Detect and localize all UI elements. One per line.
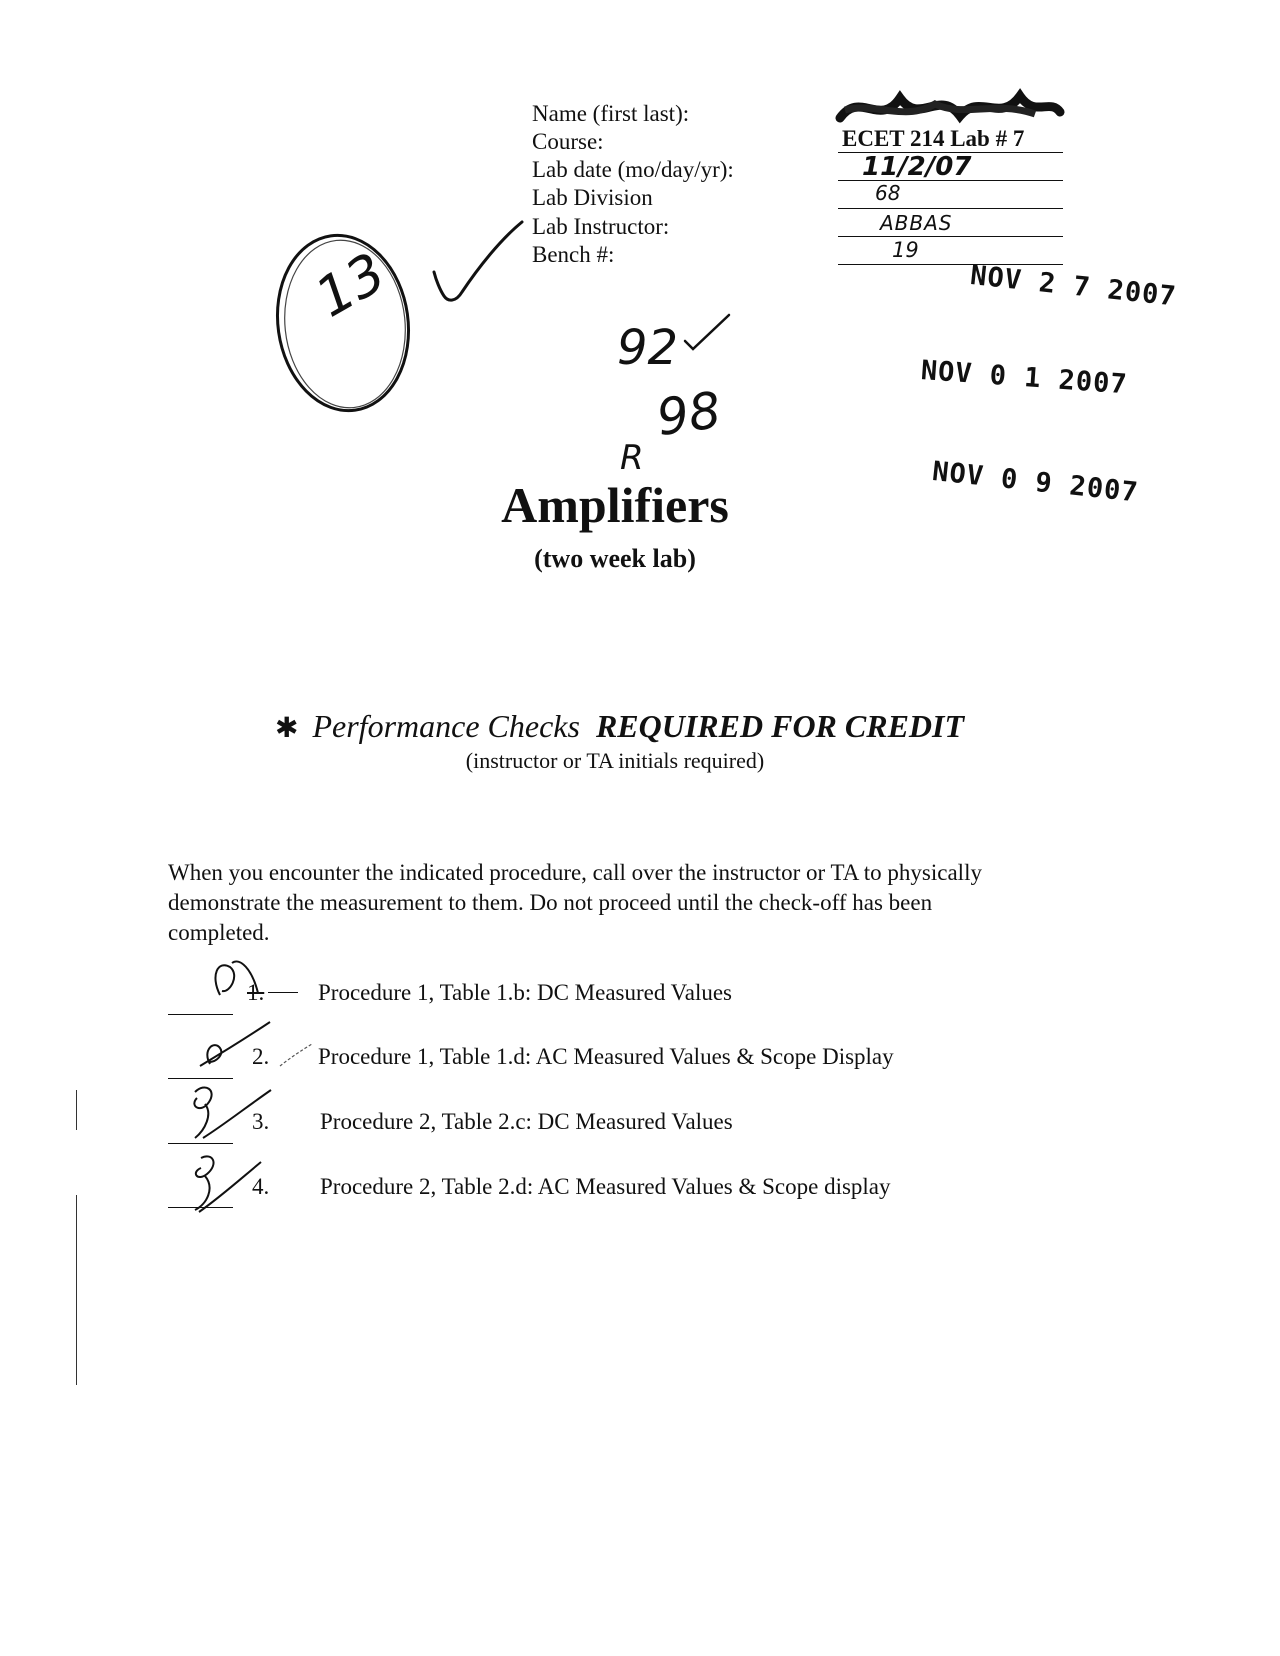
lab-division-label: Lab Division (532, 185, 653, 210)
lab-instructor-label: Lab Instructor: (532, 214, 670, 239)
date-stamp-2: NOV 0 1 2007 (919, 355, 1129, 401)
check-number-4: 4. (252, 1174, 270, 1199)
bench-line (838, 264, 1063, 265)
course-label: Course: (532, 129, 604, 154)
check-text-2: Procedure 1, Table 1.d: AC Measured Values & Scope Display (318, 1044, 894, 1069)
lab-date-line (838, 180, 1063, 181)
lab-division-line (838, 208, 1063, 209)
lab-division-value: 68 (875, 181, 901, 205)
lab-date-label: Lab date (mo/day/yr): (532, 157, 734, 182)
page-subtitle: (two week lab) (534, 544, 696, 573)
grade-score-2: 98 (653, 380, 725, 448)
circled-grade-number: 13 (305, 240, 397, 330)
instructions-line-1: When you encounter the indicated procedure, call over the instructor or TA to physically (168, 860, 982, 885)
performance-heading (275, 708, 964, 745)
check-text-4: Procedure 2, Table 2.d: AC Measured Values & Scope display (320, 1174, 891, 1199)
check-text-3: Procedure 2, Table 2.c: DC Measured Values (320, 1109, 733, 1134)
instructions-line-2: demonstrate the measurement to them. Do not proceed until the check-off has been (168, 890, 933, 915)
check-number-2: 2. (252, 1044, 270, 1069)
star-icon: ✱ (275, 711, 299, 744)
check-text-1: Procedure 1, Table 1.b: DC Measured Values (318, 980, 732, 1005)
initials-scribble-4 (175, 1150, 275, 1220)
performance-heading-italic: Performance Checks (312, 708, 580, 744)
check-dash-1 (268, 992, 298, 993)
performance-heading-bold: REQUIRED FOR CREDIT (595, 708, 965, 744)
date-stamp-1: NOV 2 7 2007 (968, 260, 1178, 313)
lab-date-value: 11/2/07 (862, 152, 972, 182)
check-number-3: 3. (252, 1109, 270, 1134)
bench-value: 19 (892, 238, 919, 262)
check-number-1: 1. (247, 980, 265, 1005)
performance-subheading: (instructor or TA initials required) (465, 748, 765, 773)
page-title: Amplifiers (501, 477, 729, 533)
grade-mark: R (620, 438, 644, 478)
instructions-line-3: completed. (168, 920, 270, 945)
margin-bar-1 (76, 1090, 77, 1130)
initials-scribble-1 (200, 955, 270, 1005)
lab-instructor-line (838, 236, 1063, 237)
initials-scribble-2 (180, 1014, 320, 1074)
margin-bar-2 (76, 1195, 77, 1385)
grade-score-1: 92 (617, 320, 679, 376)
bench-label: Bench #: (532, 242, 615, 267)
name-label: Name (first last): (532, 101, 690, 126)
instructions (168, 858, 982, 948)
lab-instructor-value: ABBAS (880, 211, 953, 235)
check-line-2 (168, 1078, 233, 1079)
large-check-icon (430, 220, 530, 310)
score-check-icon (683, 313, 733, 353)
initials-scribble-3 (175, 1080, 285, 1150)
date-stamp-3: NOV 0 9 2007 (930, 456, 1140, 509)
course-value: ECET 214 Lab # 7 (842, 126, 1025, 151)
